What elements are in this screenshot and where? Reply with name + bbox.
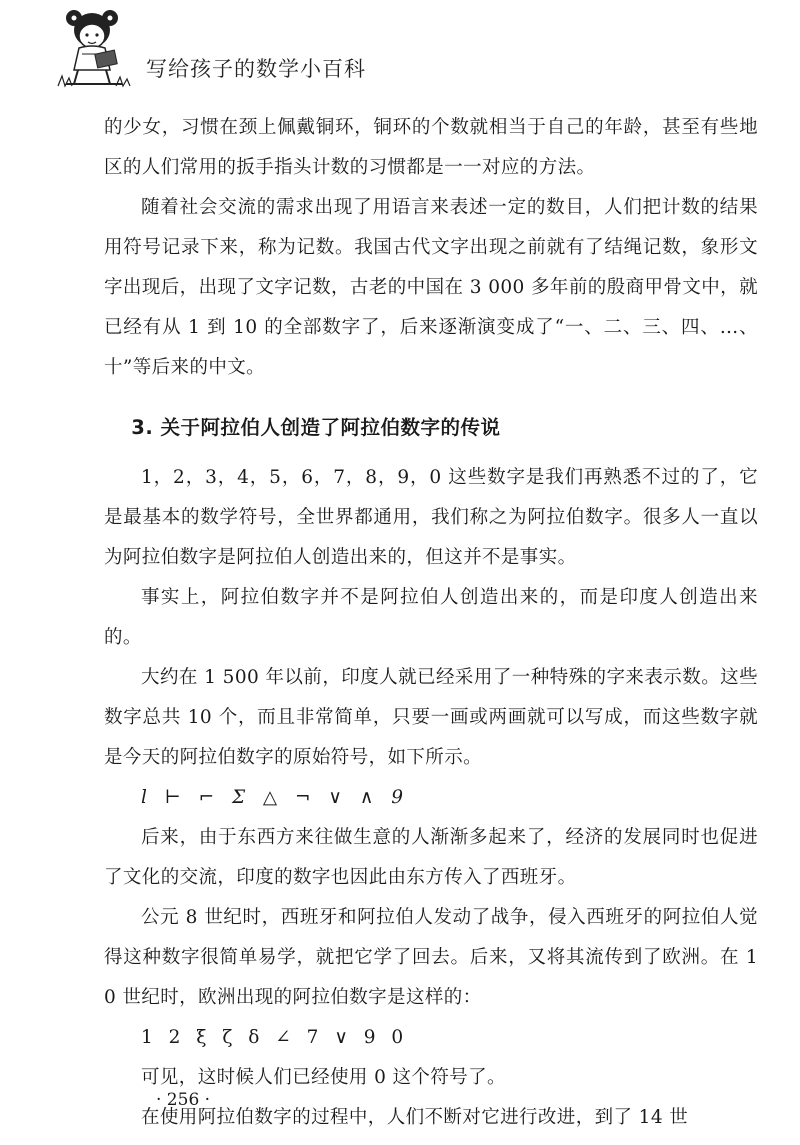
european-numeral-symbols: 1 2 ξ ζ δ ∠ 7 ∨ 9 0 (141, 1027, 409, 1048)
paragraph: 的少女，习惯在颈上佩戴铜环，铜环的个数就相当于自己的年龄，甚至有些地区的人们常用的扳手指头计数的习惯都是一一对应的方法。 (104, 117, 758, 178)
page-body (104, 108, 758, 1138)
page-header (40, 8, 760, 88)
book-title: 写给孩子的数学小百科 (146, 57, 366, 81)
paragraph: 公元 8 世纪时，西班牙和阿拉伯人发动了战争，侵入西班牙的阿拉伯人觉得这种数字很简单易学，就把它学了回去。后来，又将其流传到了欧洲。在 10 世纪时，欧洲出现的阿拉伯数字是这样的： (104, 907, 758, 1008)
indian-numeral-symbols: l ⊢ ⌐ Σ △ ¬ ∨ ∧ 9 (141, 787, 410, 808)
paragraph: 大约在 1 500 年以前，印度人就已经采用了一种特殊的字来表示数。这些数字总共 10 个，而且非常简单，只要一画或两画就可以写成，而这些数字就是今天的阿拉伯数字的原始符号，如下所示。 (104, 667, 758, 768)
paragraph: 在使用阿拉伯数字的过程中，人们不断对它进行改进，到了 14 世 (141, 1107, 689, 1128)
page-number: · 256 · (156, 1090, 211, 1110)
girl-reading-icon (52, 8, 142, 88)
paragraph: 可见，这时候人们已经使用 0 这个符号了。 (141, 1067, 506, 1088)
paragraph: 事实上，阿拉伯数字并不是阿拉伯人创造出来的，而是印度人创造出来的。 (104, 587, 758, 648)
paragraph: 后来，由于东西方来往做生意的人渐渐多起来了，经济的发展同时也促进了文化的交流，印度的数字也因此由东方传入了西班牙。 (104, 827, 758, 888)
paragraph: 随着社会交流的需求出现了用语言来表述一定的数目，人们把计数的结果用符号记录下来，称为记数。我国古代文字出现之前就有了结绳记数，象形文字出现后，出现了文字记数，古老的中国在 3 000 多年前的殷商甲骨文中，就已经有从 1 到 10 的全部数字了，后来逐渐演变成了“一、二、三、四、…、十”等后来的中文。 (104, 197, 758, 378)
paragraph: 1，2，3，4，5，6，7，8，9，0 这些数字是我们再熟悉不过的了，它是最基本的数学符号，全世界都通用，我们称之为阿拉伯数字。很多人一直以为阿拉伯数字是阿拉伯人创造出来的，但这并不是事实。 (104, 467, 758, 568)
section-heading: 3. 关于阿拉伯人创造了阿拉伯数字的传说 (131, 416, 501, 439)
